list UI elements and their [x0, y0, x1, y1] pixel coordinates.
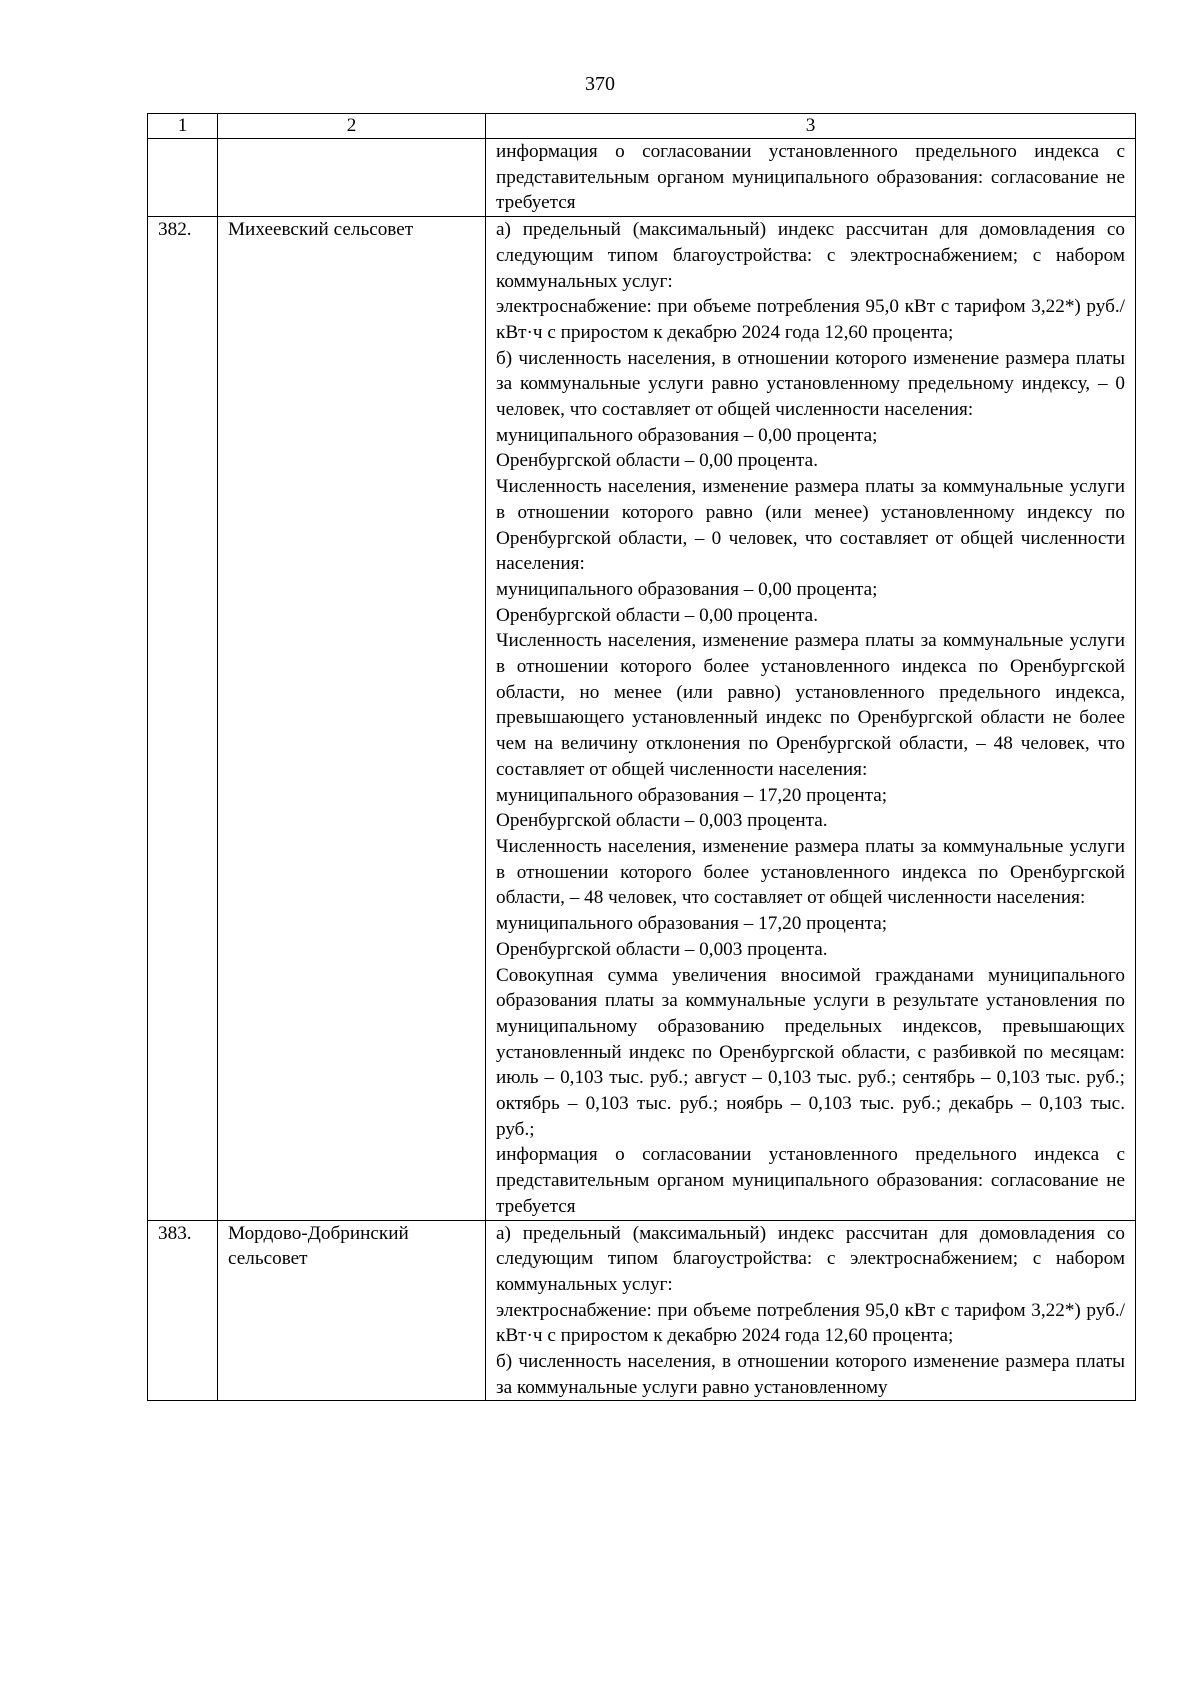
- paragraph: электроснабжение: при объеме потребления 95,0 кВт с тарифом 3,22*) руб./кВт·ч с приростом к декабрю 2024 года 12,60 процента;: [496, 1299, 1125, 1347]
- municipality-name: Мордово-Добринский сельсовет: [218, 1220, 486, 1401]
- header-row: [148, 114, 1136, 139]
- paragraph: информация о согласовании установленного предельного индекса с представительным органом муниципального образования: согласование не требуется: [496, 1144, 1125, 1217]
- paragraph: Оренбургской области – 0,00 процента.: [496, 604, 818, 626]
- row-number: 382.: [148, 217, 218, 1220]
- paragraph: Численность населения, изменение размера платы за коммунальные услуги в отношении которого более установленного индекса по Оренбургской области, но менее (или равно) установленного предельного индекса, превышающего установленный индекс по Оренбургской области не более чем на величину отклонения по Оренбургской области, – 48 человек, что составляет от общей численности населения:: [496, 630, 1125, 780]
- paragraph: Совокупная сумма увеличения вносимой гражданами муниципального образования платы за коммунальные услуги в результате установления по муниципальному образованию предельных индексов, превышающих установленный индекс по Оренбургской области, с разбивкой по месяцам: июль – 0,103 тыс. руб.; август – 0,103 тыс. руб.; сентябрь – 0,103 тыс. руб.; октябрь – 0,103 тыс. руб.; ноябрь – 0,103 тыс. руб.; декабрь – 0,103 тыс. руб.;: [496, 964, 1125, 1140]
- header-col-1: 1: [148, 114, 218, 139]
- row-number: [148, 139, 218, 217]
- paragraph: муниципального образования – 0,00 процента;: [496, 578, 878, 600]
- row-content: [486, 217, 1136, 1220]
- row-content: [486, 139, 1136, 217]
- header-col-3: 3: [486, 114, 1136, 139]
- paragraph: б) численность населения, в отношении которого изменение размера платы за коммунальные услуги равно установленному: [496, 1351, 1125, 1398]
- row-content: [486, 1220, 1136, 1401]
- table-row: [148, 139, 1136, 217]
- paragraph: б) численность населения, в отношении которого изменение размера платы за коммунальные услуги равно установленному предельному индексу, – 0 человек, что составляет от общей численности населения:: [496, 347, 1125, 421]
- paragraph: Численность населения, изменение размера платы за коммунальные услуги в отношении которого равно (или менее) установленному индексу по Оренбургской области, – 0 человек, что составляет от общей численности населения:: [496, 476, 1125, 575]
- paragraph: муниципального образования – 0,00 процента;: [496, 424, 878, 446]
- table-row: [148, 1220, 1136, 1401]
- paragraph: Численность населения, изменение размера платы за коммунальные услуги в отношении которого более установленного индекса по Оренбургской области, – 48 человек, что составляет от общей численности населения:: [496, 835, 1125, 909]
- page-number: 370: [585, 73, 615, 95]
- paragraph: информация о согласовании установленного предельного индекса с представительным органом муниципального образования: согласование не требуется: [496, 141, 1125, 214]
- paragraph: Оренбургской области – 0,003 процента.: [496, 810, 828, 832]
- paragraph: электроснабжение: при объеме потребления 95,0 кВт с тарифом 3,22*) руб./кВт·ч с приростом к декабрю 2024 года 12,60 процента;: [496, 296, 1125, 343]
- table-row: [148, 217, 1136, 1220]
- paragraph: Оренбургской области – 0,00 процента.: [496, 450, 818, 472]
- paragraph: муниципального образования – 17,20 процента;: [496, 913, 888, 935]
- municipality-name: [218, 139, 486, 217]
- row-number: 383.: [148, 1220, 218, 1401]
- paragraph: Оренбургской области – 0,003 процента.: [496, 938, 828, 960]
- paragraph: муниципального образования – 17,20 процента;: [496, 784, 888, 806]
- municipality-name: Михеевский сельсовет: [218, 217, 486, 1220]
- paragraph: а) предельный (максимальный) индекс рассчитан для домовладения со следующим типом благоустройства: с электроснабжением; с набором коммунальных услуг:: [496, 1222, 1125, 1295]
- paragraph: а) предельный (максимальный) индекс рассчитан для домовладения со следующим типом благоустройства: с электроснабжением; с набором коммунальных услуг:: [496, 219, 1125, 292]
- index-table: [147, 113, 1136, 1401]
- header-col-2: 2: [218, 114, 486, 139]
